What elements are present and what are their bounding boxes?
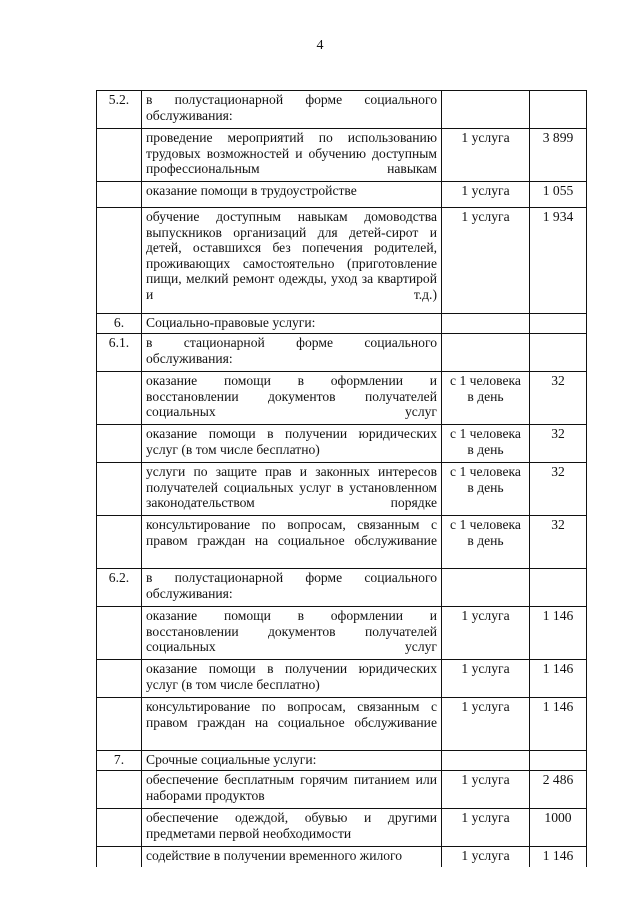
row-number bbox=[97, 463, 142, 516]
service-name: обеспечение одеждой, обувью и другими предметами первой необходимости bbox=[142, 809, 442, 847]
unit-cell bbox=[442, 91, 530, 129]
page-number: 4 bbox=[316, 38, 324, 53]
table-row bbox=[97, 129, 587, 182]
price-cell: 1 146 bbox=[530, 607, 587, 660]
price-cell: 1 146 bbox=[530, 660, 587, 698]
row-number bbox=[97, 182, 142, 208]
service-name: в полустационарной форме социального обслуживания: bbox=[142, 569, 442, 607]
table-row bbox=[97, 809, 587, 847]
service-name: Социально-правовые услуги: bbox=[142, 314, 442, 334]
unit-cell: 1 услуга bbox=[442, 698, 530, 751]
service-name: услуги по защите прав и законных интересов получателей социальных услуг в установленном законодательством порядке bbox=[142, 463, 442, 516]
row-number bbox=[97, 660, 142, 698]
price-cell: 1 934 bbox=[530, 208, 587, 314]
service-name: Срочные социальные услуги: bbox=[142, 751, 442, 771]
table-row bbox=[97, 771, 587, 809]
unit-cell: 1 услуга bbox=[442, 809, 530, 847]
unit-cell: 1 услуга bbox=[442, 129, 530, 182]
unit-cell: с 1 человека в день bbox=[442, 516, 530, 569]
table-row bbox=[97, 607, 587, 660]
price-cell: 1 146 bbox=[530, 847, 587, 867]
unit-cell bbox=[442, 751, 530, 771]
service-name: оказание помощи в получении юридических услуг (в том числе бесплатно) bbox=[142, 660, 442, 698]
price-cell bbox=[530, 569, 587, 607]
table-row bbox=[97, 463, 587, 516]
service-name: в полустационарной форме социального обслуживания: bbox=[142, 91, 442, 129]
row-number bbox=[97, 847, 142, 867]
table-row bbox=[97, 334, 587, 372]
row-number bbox=[97, 698, 142, 751]
service-name: обеспечение бесплатным горячим питанием или наборами продуктов bbox=[142, 771, 442, 809]
table-row bbox=[97, 751, 587, 771]
table-row bbox=[97, 425, 587, 463]
price-cell: 32 bbox=[530, 463, 587, 516]
row-number bbox=[97, 607, 142, 660]
table-row bbox=[97, 698, 587, 751]
unit-cell: 1 услуга bbox=[442, 607, 530, 660]
table-row bbox=[97, 208, 587, 314]
price-cell bbox=[530, 314, 587, 334]
row-number: 7. bbox=[97, 751, 142, 771]
service-name: содействие в получении временного жилого bbox=[142, 847, 442, 867]
service-name: консультирование по вопросам, связанным с правом граждан на социальное обслуживание bbox=[142, 516, 442, 569]
row-number bbox=[97, 809, 142, 847]
tariff-table-body bbox=[97, 91, 587, 867]
price-cell: 1000 bbox=[530, 809, 587, 847]
unit-cell: с 1 человека в день bbox=[442, 425, 530, 463]
row-number bbox=[97, 516, 142, 569]
service-name: оказание помощи в получении юридических услуг (в том числе бесплатно) bbox=[142, 425, 442, 463]
row-number: 6.2. bbox=[97, 569, 142, 607]
table-row bbox=[97, 91, 587, 129]
price-cell bbox=[530, 334, 587, 372]
price-cell bbox=[530, 751, 587, 771]
price-cell: 32 bbox=[530, 516, 587, 569]
price-cell: 32 bbox=[530, 372, 587, 425]
table-row bbox=[97, 660, 587, 698]
service-name: оказание помощи в оформлении и восстановлении документов получателей социальных услуг bbox=[142, 607, 442, 660]
price-cell: 1 055 bbox=[530, 182, 587, 208]
price-cell bbox=[530, 91, 587, 129]
unit-cell: с 1 человека в день bbox=[442, 463, 530, 516]
row-number: 6.1. bbox=[97, 334, 142, 372]
row-number: 5.2. bbox=[97, 91, 142, 129]
service-name: оказание помощи в трудоустройстве bbox=[142, 182, 442, 208]
row-number bbox=[97, 208, 142, 314]
table-row bbox=[97, 182, 587, 208]
row-number bbox=[97, 425, 142, 463]
service-name: оказание помощи в оформлении и восстановлении документов получателей социальных услуг bbox=[142, 372, 442, 425]
unit-cell bbox=[442, 569, 530, 607]
unit-cell: 1 услуга bbox=[442, 208, 530, 314]
unit-cell: 1 услуга bbox=[442, 660, 530, 698]
unit-cell bbox=[442, 334, 530, 372]
tariff-table bbox=[96, 90, 587, 867]
table-row bbox=[97, 314, 587, 334]
unit-cell: с 1 человека в день bbox=[442, 372, 530, 425]
service-name: обучение доступным навыкам домоводства выпускников организаций для детей-сирот и детей, оставшихся без попечения родителей, проживающих самостоятельно (приготовление пищи, мелкий ремонт одежды, уход за квартирой и т.д.) bbox=[142, 208, 442, 314]
table-row bbox=[97, 372, 587, 425]
table-row bbox=[97, 847, 587, 867]
row-number bbox=[97, 771, 142, 809]
row-number: 6. bbox=[97, 314, 142, 334]
unit-cell: 1 услуга bbox=[442, 182, 530, 208]
row-number bbox=[97, 372, 142, 425]
service-name: консультирование по вопросам, связанным с правом граждан на социальное обслуживание bbox=[142, 698, 442, 751]
unit-cell bbox=[442, 314, 530, 334]
price-cell: 2 486 bbox=[530, 771, 587, 809]
table-row bbox=[97, 569, 587, 607]
price-cell: 3 899 bbox=[530, 129, 587, 182]
price-cell: 1 146 bbox=[530, 698, 587, 751]
service-name: в стационарной форме социального обслуживания: bbox=[142, 334, 442, 372]
row-number bbox=[97, 129, 142, 182]
price-cell: 32 bbox=[530, 425, 587, 463]
service-name: проведение мероприятий по использованию трудовых возможностей и обучению доступным профессиональным навыкам bbox=[142, 129, 442, 182]
table-row bbox=[97, 516, 587, 569]
unit-cell: 1 услуга bbox=[442, 771, 530, 809]
unit-cell: 1 услуга bbox=[442, 847, 530, 867]
